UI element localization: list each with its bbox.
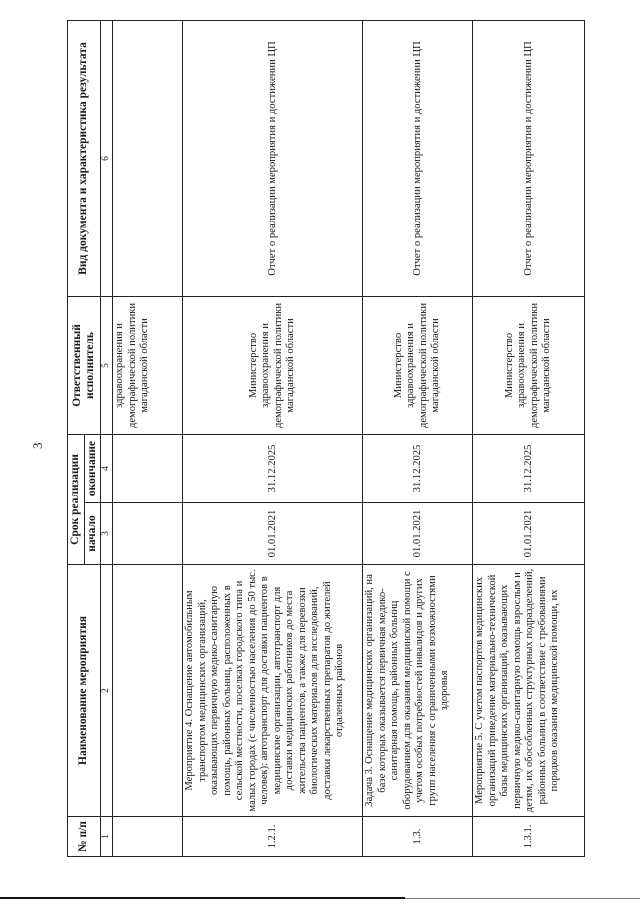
col-number: 1 xyxy=(101,817,113,857)
col-number: 6 xyxy=(101,20,113,296)
row-number: 1.2.1. xyxy=(183,817,363,857)
rotated-document-table xyxy=(67,21,579,857)
result: Отчет о реализации мероприятия и достижении ЦП xyxy=(473,20,585,296)
col-number: 2 xyxy=(101,565,113,817)
table-row xyxy=(363,20,473,856)
end-date: 31.12.2025 xyxy=(473,434,585,502)
scan-edge-line xyxy=(405,898,640,899)
end-date: 31.12.2025 xyxy=(363,434,473,502)
header-row xyxy=(68,20,85,856)
start-date: 01.01.2021 xyxy=(183,503,363,565)
header-period: Срок реализации xyxy=(68,434,85,564)
result xyxy=(113,20,183,296)
column-number-row xyxy=(101,20,113,856)
header-end: окончание xyxy=(84,434,101,502)
table-row xyxy=(183,20,363,856)
row-number: 1.3. xyxy=(363,817,473,857)
end-date: 31.12.2025 xyxy=(183,434,363,502)
col-number: 4 xyxy=(101,434,113,502)
start-date xyxy=(113,503,183,565)
start-date: 01.01.2021 xyxy=(363,503,473,565)
page-number: 3 xyxy=(30,442,45,449)
activity-name: Мероприятие 4. Оснащение автомобильным транспортом медицинских организаций, оказывающих первичную медико-санитарную помощь, районных больниц, расположенных в сельской местности, поселках городского типа и малых городах (с численностью населения до 50 тыс. человек): автотранспорт для доставки пациентов в медицинские организации, автотранспорт для доставки медицинских работников до места жительства пациентов, а также для перевозки биологических материалов для исследований, доставки лекарственных препаратов до жителей отдаленных районов xyxy=(183,565,363,817)
activity-name xyxy=(113,565,183,817)
table-row xyxy=(473,20,585,856)
table-row xyxy=(113,20,183,856)
header-executor: Ответственный исполнитель xyxy=(68,296,101,434)
result: Отчет о реализации мероприятия и достижении ЦП xyxy=(363,20,473,296)
end-date xyxy=(113,434,183,502)
col-number: 3 xyxy=(101,503,113,565)
header-result: Вид документа и характеристика результата xyxy=(68,20,101,296)
header-num: № п/п xyxy=(68,817,101,857)
executor: Министерство здравоохранения и демографической политики магаданской области xyxy=(473,296,585,434)
col-number: 5 xyxy=(101,296,113,434)
scan-edge-line xyxy=(0,897,405,899)
start-date: 01.01.2021 xyxy=(473,503,585,565)
header-start: начало xyxy=(84,503,101,565)
executor: Министерство здравоохранения и демографической политики магаданской области xyxy=(363,296,473,434)
activity-name: Задача 3. Оснащение медицинских организаций, на базе которых оказывается первичная медико-санитарная помощь, районных больниц оборудованием для оказания медицинской помощи с учетом особых потребностей инвалидов и других групп населения с ограниченными возможностями здоровья xyxy=(363,565,473,817)
activity-name: Мероприятие 5. С учетом паспортов медицинских организаций приведение материально-технической базы медицинских организаций, оказывающих первичную медико-санитарную помощь взрослым и детям, их обособленных структурных подразделений, районных больниц в соответствие с требованиями порядков оказания медицинской помощи, их xyxy=(473,565,585,817)
activities-table xyxy=(67,20,585,857)
result: Отчет о реализации мероприятия и достижении ЦП xyxy=(183,20,363,296)
executor: здравоохранения и демографической политики магаданской области xyxy=(113,296,183,434)
row-number xyxy=(113,817,183,857)
executor: Министерство здравоохранения и демографической политики магаданской области xyxy=(183,296,363,434)
header-name: Наименование мероприятия xyxy=(68,565,101,817)
row-number: 1.3.1. xyxy=(473,817,585,857)
